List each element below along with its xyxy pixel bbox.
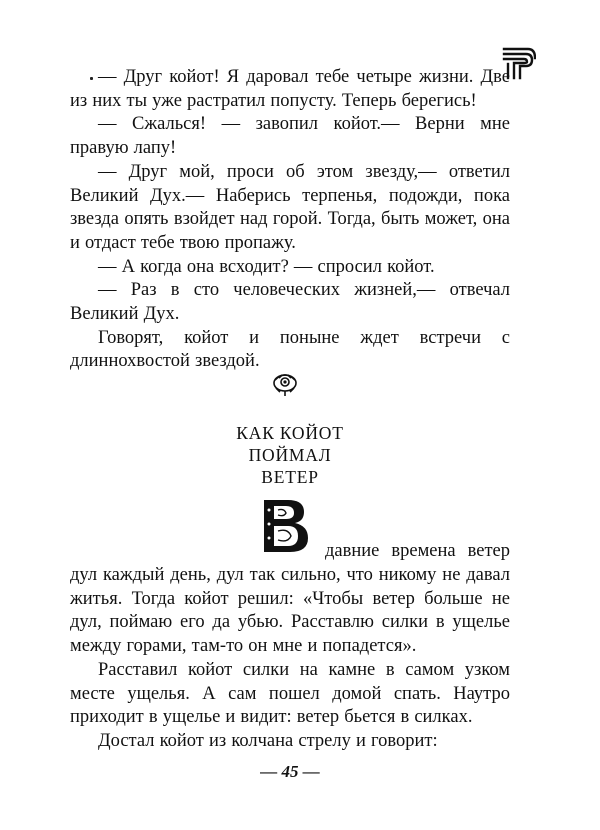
paragraph-snare: Расставил койот силки на камне в самом узком месте ущелья. А сам пошел домой спать. Наутро приходит в ущелье и видит: ветер бьется в силках. xyxy=(70,659,510,728)
page-number: — 45 — xyxy=(260,762,320,781)
title-line-3: ВЕТЕР xyxy=(261,467,319,487)
paragraph-answer: — Друг мой, проси об этом звезду,— ответил Великий Дух.— Наберись терпенья, подожди, пока звезда опять взойдет над горой. Тогда, быть может, она и отдаст тебе твою пропажу. xyxy=(70,161,510,253)
paragraph-warning: — Друг койот! Я даровал тебе четыре жизни. Две из них ты уже растратил попусту. Теперь берегись! xyxy=(70,67,510,111)
paragraph-wind: дул каждый день, дул так сильно, что никому не давал житья. Тогда койот решил: «Чтобы ветер больше не дул, поймаю его да убью. Расставлю силки в ущелье между горами, там-то он мне и попадется». xyxy=(70,565,510,657)
story-body xyxy=(70,564,510,754)
story-title xyxy=(70,422,510,488)
drop-cap xyxy=(258,494,320,558)
drop-cap-frame xyxy=(258,494,316,554)
paragraph-reply: — Раз в сто человеческих жизней,— отвечал Великий Дух. xyxy=(70,280,510,325)
paragraph-closing: Говорят, койот и поныне ждет встречи с длиннохвостой звездой. xyxy=(70,327,510,372)
title-line-2: ПОЙМАЛ xyxy=(248,445,332,465)
flower-ornament-icon xyxy=(270,368,300,398)
paragraph-plea: — Сжалься! — завопил койот.— Верни мне правую лапу! xyxy=(70,114,510,159)
title-line-1: КАК КОЙОТ xyxy=(236,423,344,443)
paragraph-question: — А когда она всходит? — спросил койот. xyxy=(98,256,435,277)
first-line-text: давние времена ветер xyxy=(325,541,510,561)
story-ending xyxy=(70,66,510,374)
drop-cap-letter xyxy=(260,488,317,560)
paragraph-arrow: Достал койот из колчана стрелу и говорит: xyxy=(98,730,438,751)
